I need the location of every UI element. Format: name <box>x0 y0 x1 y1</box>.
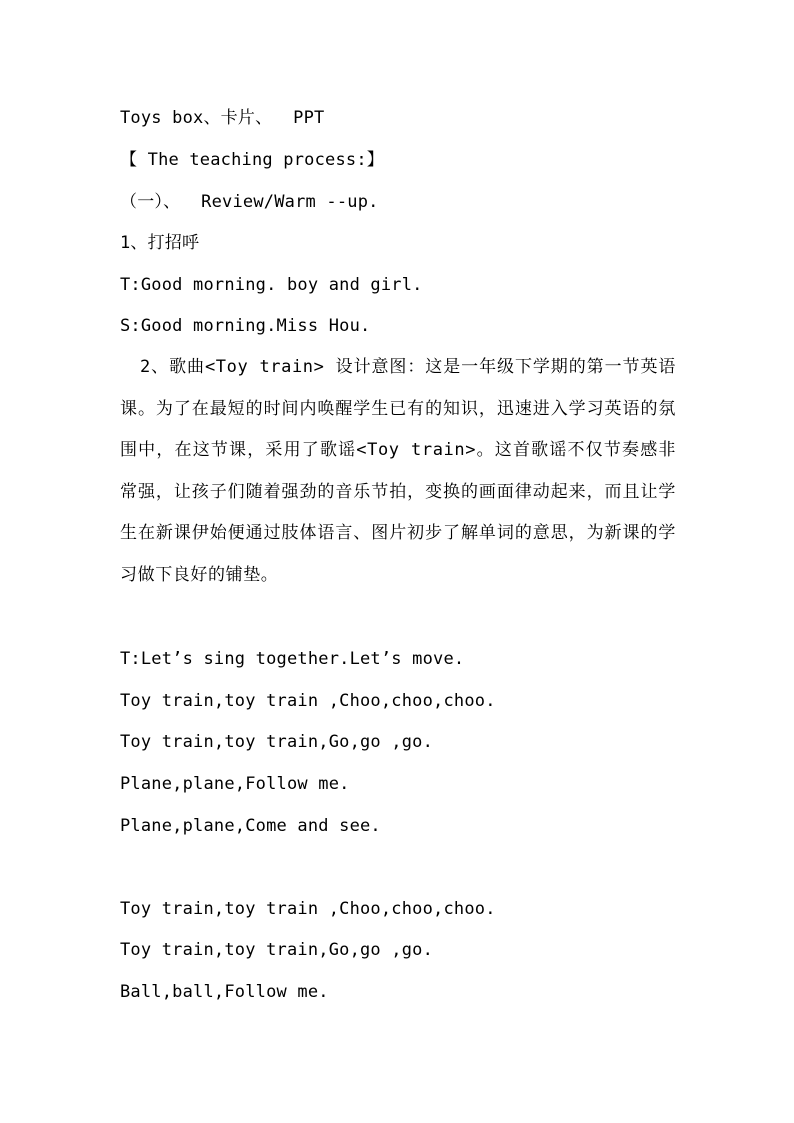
song-line: Toy train,toy train ,Choo,choo,choo. <box>120 899 496 919</box>
subsection-heading: （一）、 Review/Warm --up. <box>120 192 379 212</box>
dialogue-line: S:Good morning.Miss Hou. <box>120 316 371 336</box>
dialogue-line: T:Good morning. boy and girl. <box>120 275 423 295</box>
design-intent-paragraph <box>120 347 676 596</box>
song-line: Ball,ball,Follow me. <box>120 982 329 1002</box>
section-heading: 【 The teaching process:】 <box>120 150 384 170</box>
song-line: Toy train,toy train,Go,go ,go. <box>120 732 434 752</box>
song-line: Toy train,toy train ,Choo,choo,choo. <box>120 691 496 711</box>
song-line: T:Let’s sing together.Let’s move. <box>120 649 465 669</box>
song-line: Toy train,toy train,Go,go ,go. <box>120 940 434 960</box>
song-line: Plane,plane,Come and see. <box>120 816 381 836</box>
song-line: Plane,plane,Follow me. <box>120 774 350 794</box>
design-intent-text: 2、歌曲<Toy train> 设计意图：这是一年级下学期的第一节英语课。为了在最短的时间内唤醒学生已有的知识，迅速进入学习英语的氛围中，在这节课，采用了歌谣<Toy train>。这首歌谣不仅节奏感非常强，让孩子们随着强劲的音乐节拍，变换的画面律动起来，而且让学生在新课伊始便通过肢体语言、图片初步了解单词的意思，为新课的学习做下良好的铺垫。 <box>120 357 676 585</box>
materials-line: Toys box、卡片、 PPT <box>120 108 325 128</box>
step-title: 1、打招呼 <box>120 233 200 253</box>
